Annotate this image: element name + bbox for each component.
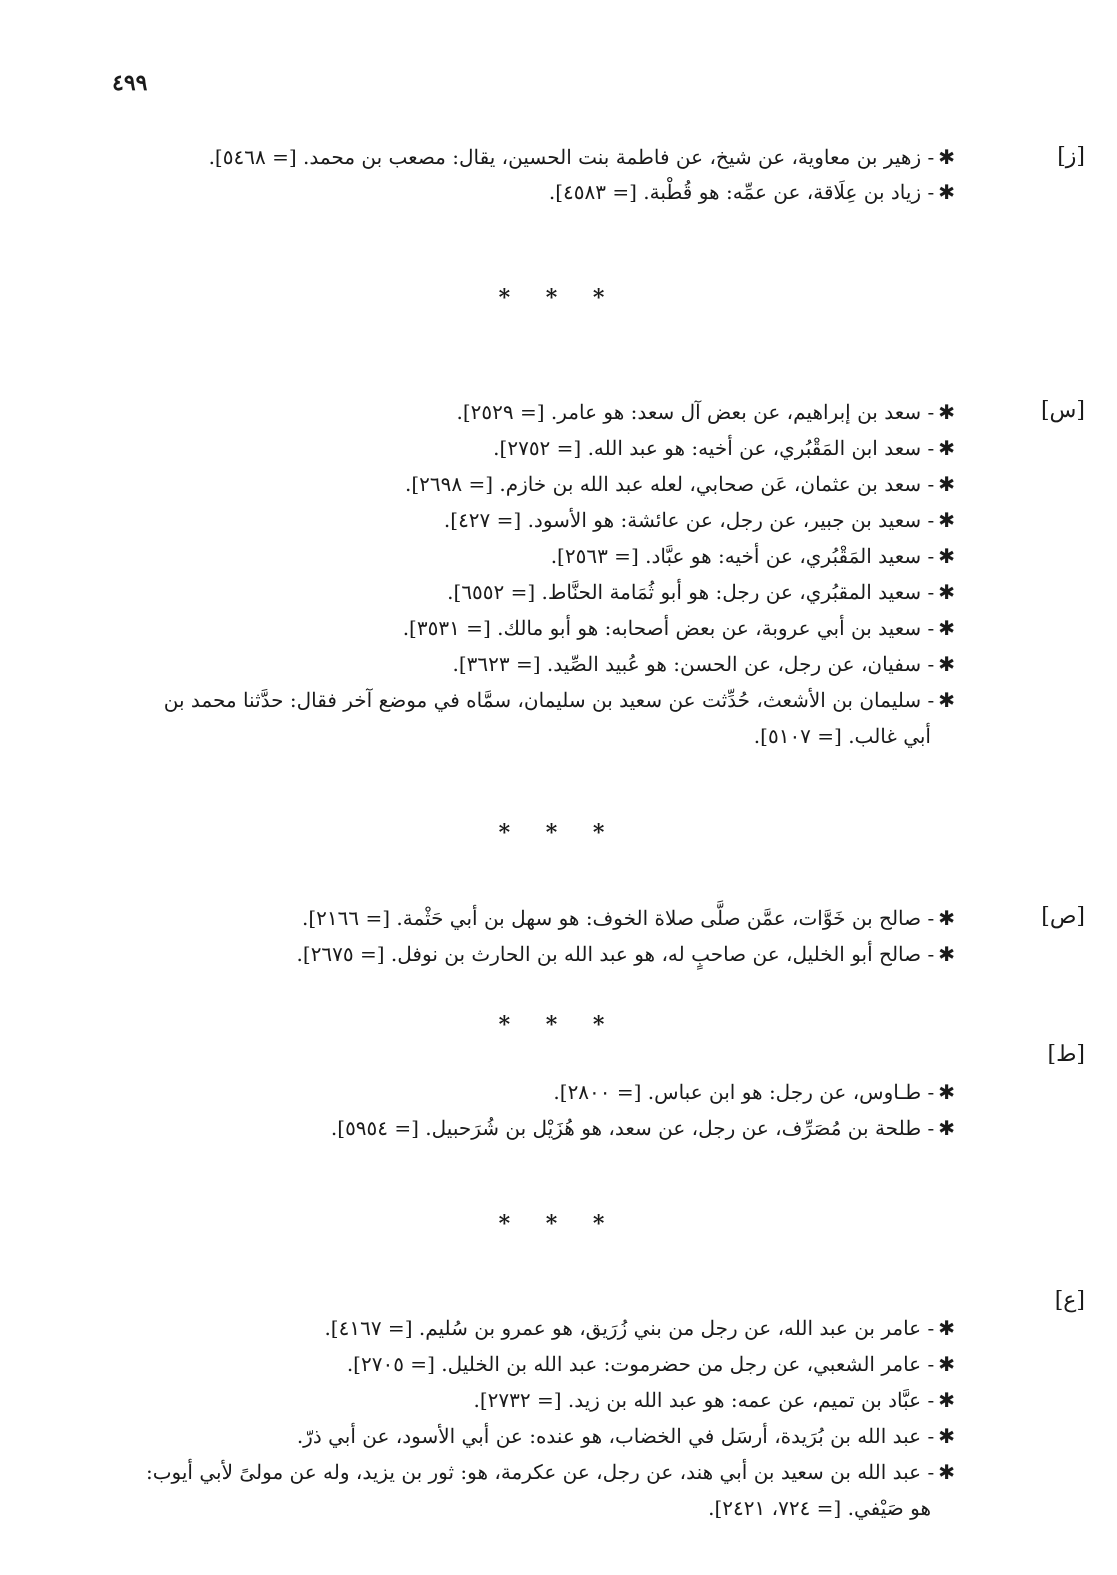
entry-text: - سعد بن إبراهيم، عن بعض آل سعد: هو عامر. [= ٢٥٢٩]. xyxy=(456,400,935,424)
asterisk-icon: ✱ xyxy=(938,544,955,568)
entry-continuation: هو صَيْفي. [= ٧٢٤، ٢٤٢١]. xyxy=(708,1496,931,1520)
asterisk-icon: ✱ xyxy=(938,688,955,712)
asterisk-icon: ✱ xyxy=(938,436,955,460)
entry-text: - صالح أبو الخليل، عن صاحبٍ له، هو عبد الله بن الحارث بن نوفل. [= ٢٦٧٥]. xyxy=(296,942,935,966)
entry-line xyxy=(331,1114,955,1142)
entry-line xyxy=(146,1458,955,1486)
asterisk-icon: ✱ xyxy=(938,1316,955,1340)
section-marker-ta: [ط] xyxy=(1047,1042,1085,1067)
section-separator: * * * xyxy=(498,1211,619,1237)
entry-text: - زهير بن معاوية، عن شيخ، عن فاطمة بنت الحسين، يقال: مصعب بن محمد. [= ٥٤٦٨]. xyxy=(208,145,935,169)
entry-line xyxy=(324,1314,955,1342)
entry-line xyxy=(549,178,955,206)
entry-line xyxy=(444,506,955,534)
entry-line xyxy=(302,904,955,932)
entry-text: - سليمان بن الأشعث، حُدِّثت عن سعيد بن سليمان، سمَّاه في موضع آخر فقال: حدَّثنا محمد بن xyxy=(163,688,935,712)
entry-text: - طلحة بن مُصَرِّف، عن رجل، عن سعد، هو هُزَيْل بن شُرَحبيل. [= ٥٩٥٤]. xyxy=(330,1116,935,1140)
section-marker-ain: [ع] xyxy=(1054,1288,1085,1313)
entry-text: - عبَّاد بن تميم، عن عمه: هو عبد الله بن زيد. [= ٢٧٣٢]. xyxy=(473,1388,935,1412)
entry-text: - سعيد بن جبير، عن رجل، عن عائشة: هو الأسود. [= ٤٢٧]. xyxy=(443,508,935,532)
asterisk-icon: ✱ xyxy=(938,906,955,930)
entry-text: - سعيد المقبُري، عن رجل: هو أبو ثُمَامة الحنَّاط. [= ٦٥٥٢]. xyxy=(447,580,935,604)
entry-line xyxy=(456,398,955,426)
entry-line xyxy=(551,542,955,570)
entry-line xyxy=(209,143,955,171)
asterisk-icon: ✱ xyxy=(938,942,955,966)
entry-line xyxy=(297,940,955,968)
entry-text: - عامر الشعبي، عن رجل من حضرموت: عبد الله بن الخليل. [= ٢٧٠٥]. xyxy=(346,1352,935,1376)
entry-text: - سعد ابن المَقْبُري، عن أخيه: هو عبد الله. [= ٢٧٥٢]. xyxy=(493,436,935,460)
entry-text: - سعد بن عثمان، عَن صحابي، لعله عبد الله بن خازم. [= ٢٦٩٨]. xyxy=(404,472,935,496)
entry-line xyxy=(405,470,955,498)
section-marker-sad: [ص] xyxy=(1041,904,1085,929)
section-separator: * * * xyxy=(498,1012,619,1038)
asterisk-icon: ✱ xyxy=(938,1080,955,1104)
section-separator: * * * xyxy=(498,820,619,846)
entry-text: - طـاوس، عن رجل: هو ابن عباس. [= ٢٨٠٠]. xyxy=(553,1080,935,1104)
entry-text: - زياد بن عِلَاقة، عن عمِّه: هو قُطْبة. [= ٤٥٨٣]. xyxy=(548,180,935,204)
asterisk-icon: ✱ xyxy=(938,1116,955,1140)
asterisk-icon: ✱ xyxy=(938,472,955,496)
asterisk-icon: ✱ xyxy=(938,180,955,204)
asterisk-icon: ✱ xyxy=(938,1424,955,1448)
entry-text: - صالح بن خَوَّات، عمَّن صلَّى صلاة الخوف: هو سهل بن أبي حَثْمة. [= ٢١٦٦]. xyxy=(301,906,935,930)
entry-text: - عبد الله بن بُرَيدة، أرسَل في الخضاب، هو عنده: عن أبي الأسود، عن أبي ذرّ. xyxy=(296,1424,935,1448)
asterisk-icon: ✱ xyxy=(938,145,955,169)
asterisk-icon: ✱ xyxy=(938,508,955,532)
entry-text: - سعيد بن أبي عروبة، عن بعض أصحابه: هو أبو مالك. [= ٣٥٣١]. xyxy=(402,616,935,640)
asterisk-icon: ✱ xyxy=(938,580,955,604)
section-separator: * * * xyxy=(498,285,619,311)
entry-line xyxy=(447,578,955,606)
entry-line xyxy=(347,1350,955,1378)
entry-line xyxy=(164,686,955,714)
page-number: ٤٩٩ xyxy=(112,70,148,96)
entry-line xyxy=(403,614,955,642)
entry-line xyxy=(297,1422,955,1450)
asterisk-icon: ✱ xyxy=(938,652,955,676)
entry-continuation: أبي غالب. [= ٥١٠٧]. xyxy=(753,724,931,748)
entry-text: - سفيان، عن رجل، عن الحسن: هو عُبيد الصِّيد. [= ٣٦٢٣]. xyxy=(452,652,935,676)
entry-text: - سعيد المَقْبُري، عن أخيه: هو عبَّاد. [= ٢٥٦٣]. xyxy=(550,544,935,568)
asterisk-icon: ✱ xyxy=(938,1388,955,1412)
entry-line xyxy=(473,1386,955,1414)
asterisk-icon: ✱ xyxy=(938,1460,955,1484)
asterisk-icon: ✱ xyxy=(938,616,955,640)
asterisk-icon: ✱ xyxy=(938,400,955,424)
asterisk-icon: ✱ xyxy=(938,1352,955,1376)
section-marker-seen: [س] xyxy=(1040,398,1085,423)
entry-line xyxy=(452,650,955,678)
section-marker-zay: [ز] xyxy=(1057,144,1085,169)
entry-line xyxy=(553,1078,955,1106)
entry-text: - عامر بن عبد الله، عن رجل من بني زُرَيق، هو عمرو بن سُليم. [= ٤١٦٧]. xyxy=(324,1316,935,1340)
entry-text: - عبد الله بن سعيد بن أبي هند، عن رجل، عن عكرمة، هو: ثور بن يزيد، وله عن مولىً لأبي أيوب: xyxy=(145,1460,935,1484)
entry-line xyxy=(493,434,955,462)
